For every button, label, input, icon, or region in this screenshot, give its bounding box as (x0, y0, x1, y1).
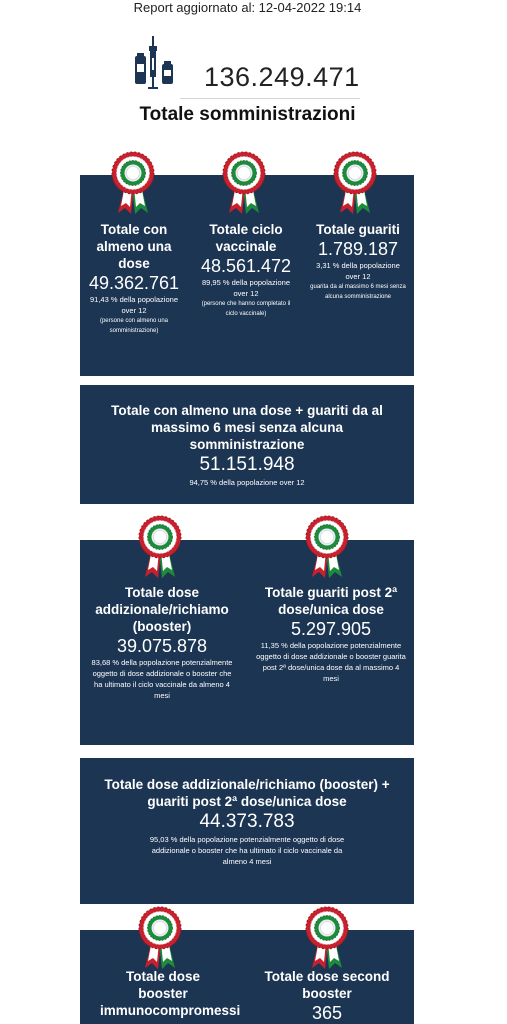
total-header (132, 34, 372, 90)
stat-title: Totale con almeno una dose (96, 222, 172, 271)
stat-booster (88, 584, 236, 701)
stat-at-least-one-dose (88, 221, 180, 336)
stat-value: 39.075.878 (116, 636, 208, 656)
stat-subnote: (persone che hanno completato il ciclo vaccinale) (201, 301, 291, 317)
total-administrations-label: Totale somministrazioni (139, 104, 356, 125)
stat-note: 95,03 % della popolazione potenzialmente oggetto di dose addizionale o booster che ha ultimato il ciclo vaccinale da almeno 4 mesi (149, 835, 345, 866)
panel-second-booster (80, 930, 414, 1024)
panel-booster-plus-recovered (80, 758, 414, 904)
stat-second-booster (264, 968, 390, 1024)
stat-value: 49.362.761 (88, 273, 180, 293)
tricolor-rosette-icon (111, 151, 155, 215)
stat-note: 89,95 % della popolazione over 12 (202, 278, 290, 298)
vial-syringe-icon (132, 34, 176, 90)
stat-title: Totale guariti post 2ª dose/unica dose (264, 585, 398, 617)
stat-value: 1.789.187 (317, 239, 399, 259)
panel-booster (80, 540, 414, 745)
tricolor-rosette-icon (138, 906, 182, 970)
stat-title: Totale con almeno una dose + guariti da al massimo 6 mesi senza alcuna somministrazione (111, 403, 383, 452)
tricolor-rosette-icon (222, 151, 266, 215)
stat-booster-combined (100, 776, 394, 867)
stat-title: Totale dose second booster (264, 969, 390, 1001)
stat-value: 44.373.783 (199, 811, 295, 832)
tricolor-rosette-icon (305, 515, 349, 579)
tricolor-rosette-icon (305, 906, 349, 970)
stat-title: Totale dose addizionale/richiamo (booster) + guariti post 2ª dose/unica dose (104, 777, 390, 809)
stat-subnote: (persone con almeno una somministrazione) (99, 318, 169, 334)
stat-recovered (310, 221, 406, 302)
stat-full-cycle (198, 221, 294, 319)
stat-note: 91,43 % della popolazione over 12 (90, 295, 178, 315)
stat-title: Totale guariti (316, 222, 400, 237)
stat-note: 94,75 % della popolazione over 12 (189, 478, 305, 487)
tricolor-rosette-icon (333, 151, 377, 215)
stat-value: 5.297.905 (290, 619, 372, 639)
total-administrations-value: 136.249.471 (204, 62, 360, 92)
stat-subnote: guarita da al massimo 6 mesi senza alcuna somministrazione (310, 284, 406, 300)
stat-value: 48.561.472 (200, 256, 292, 276)
stat-recovered-post-dose (256, 584, 406, 684)
report-date: Report aggiornato al: 12-04-2022 19:14 (133, 0, 362, 15)
stat-note: 11,35 % della popolazione potenzialmente oggetto di dose addizionale o booster guarita post 2ª dose/unica dose da al massimo 4 mesi (256, 641, 406, 683)
stat-booster-immunocompromised (100, 968, 241, 1019)
stat-value: 51.151.948 (199, 454, 295, 475)
stat-title: Totale dose booster immunocompromessi (100, 969, 241, 1018)
stat-note: 83,68 % della popolazione potenzialmente oggetto di dose addizionale o booster che ha ultimato il ciclo vaccinale da almeno 4 mesi (91, 658, 233, 700)
stat-combined (104, 402, 390, 488)
stat-value: 365 (311, 1003, 343, 1023)
stat-title: Totale dose addizionale/richiamo (booster) (95, 585, 229, 634)
divider (180, 98, 360, 99)
tricolor-rosette-icon (138, 515, 182, 579)
panel-dose-plus-recovered (80, 385, 414, 504)
stat-note: 3,31 % della popolazione over 12 (316, 261, 400, 281)
stat-title: Totale ciclo vaccinale (209, 222, 283, 254)
